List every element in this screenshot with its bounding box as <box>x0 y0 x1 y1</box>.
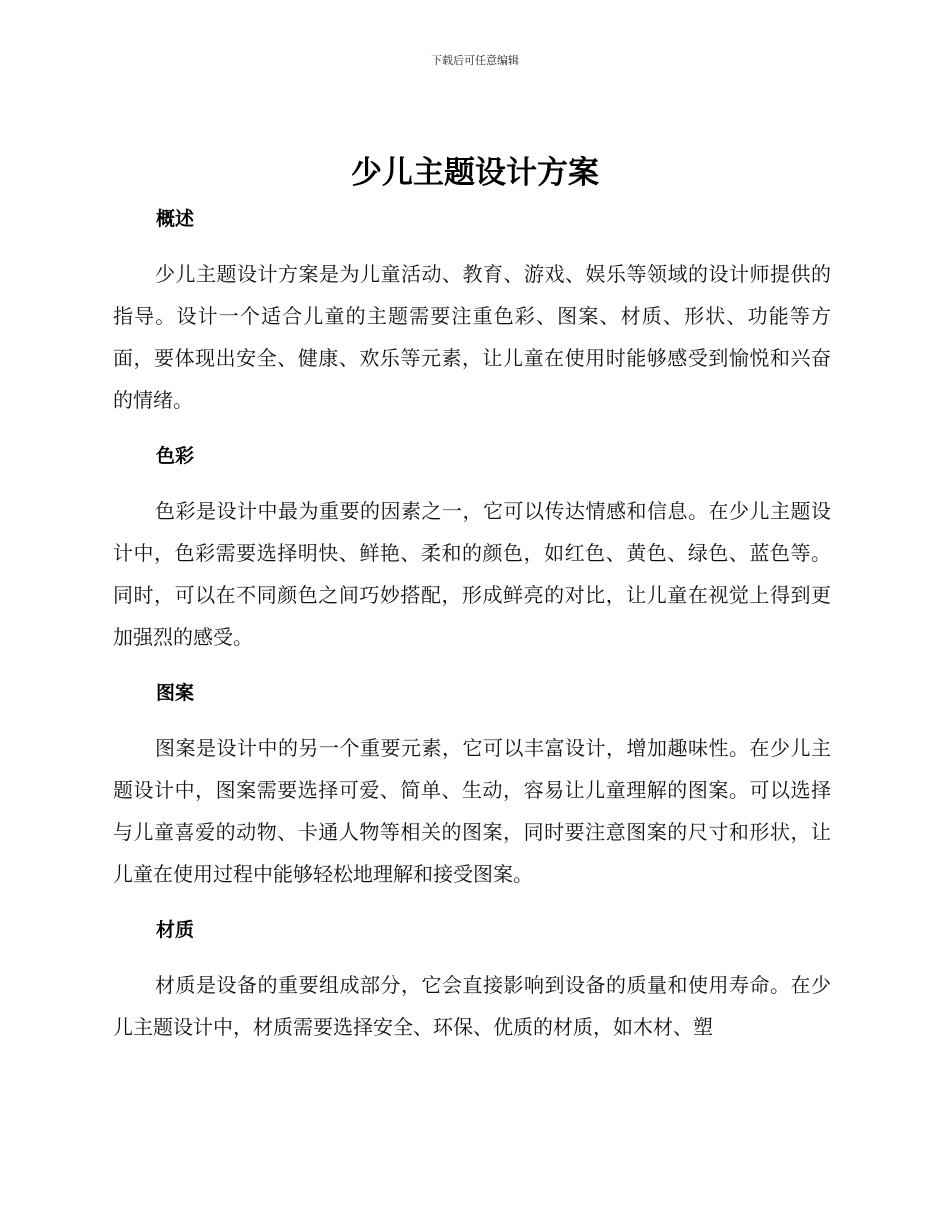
section-paragraph-overview: 少儿主题设计方案是为儿童活动、教育、游戏、娱乐等领域的设计师提供的指导。设计一个适合儿童的主题需要注重色彩、图案、材质、形状、功能等方面，要体现出安全、健康、欢乐等元素，让儿童在使用时能够感受到愉悦和兴奋的情绪。 <box>113 262 831 412</box>
section-paragraph-color: 色彩是设计中最为重要的因素之一，它可以传达情感和信息。在少儿主题设计中，色彩需要选择明快、鲜艳、柔和的颜色，如红色、黄色、绿色、蓝色等。同时，可以在不同颜色之间巧妙搭配，形成鲜亮的对比，让儿童在视觉上得到更加强烈的感受。 <box>113 499 831 649</box>
section-heading-material: 材质 <box>156 919 195 941</box>
section-heading-pattern: 图案 <box>156 682 195 704</box>
section-paragraph-pattern: 图案是设计中的另一个重要元素，它可以丰富设计，增加趣味性。在少儿主题设计中，图案需要选择可爱、简单、生动，容易让儿童理解的图案。可以选择与儿童喜爱的动物、卡通人物等相关的图案，同时要注意图案的尺寸和形状，让儿童在使用过程中能够轻松地理解和接受图案。 <box>113 736 831 886</box>
section-heading-color: 色彩 <box>156 445 195 467</box>
page-header-note: 下载后可任意编辑 <box>431 54 519 67</box>
section-heading-overview: 概述 <box>156 208 195 230</box>
section-paragraph-material: 材质是设备的重要组成部分，它会直接影响到设备的质量和使用寿命。在少儿主题设计中，材质需要选择安全、环保、优质的材质，如木材、塑 <box>113 973 831 1039</box>
page-title: 少儿主题设计方案 <box>351 155 599 191</box>
